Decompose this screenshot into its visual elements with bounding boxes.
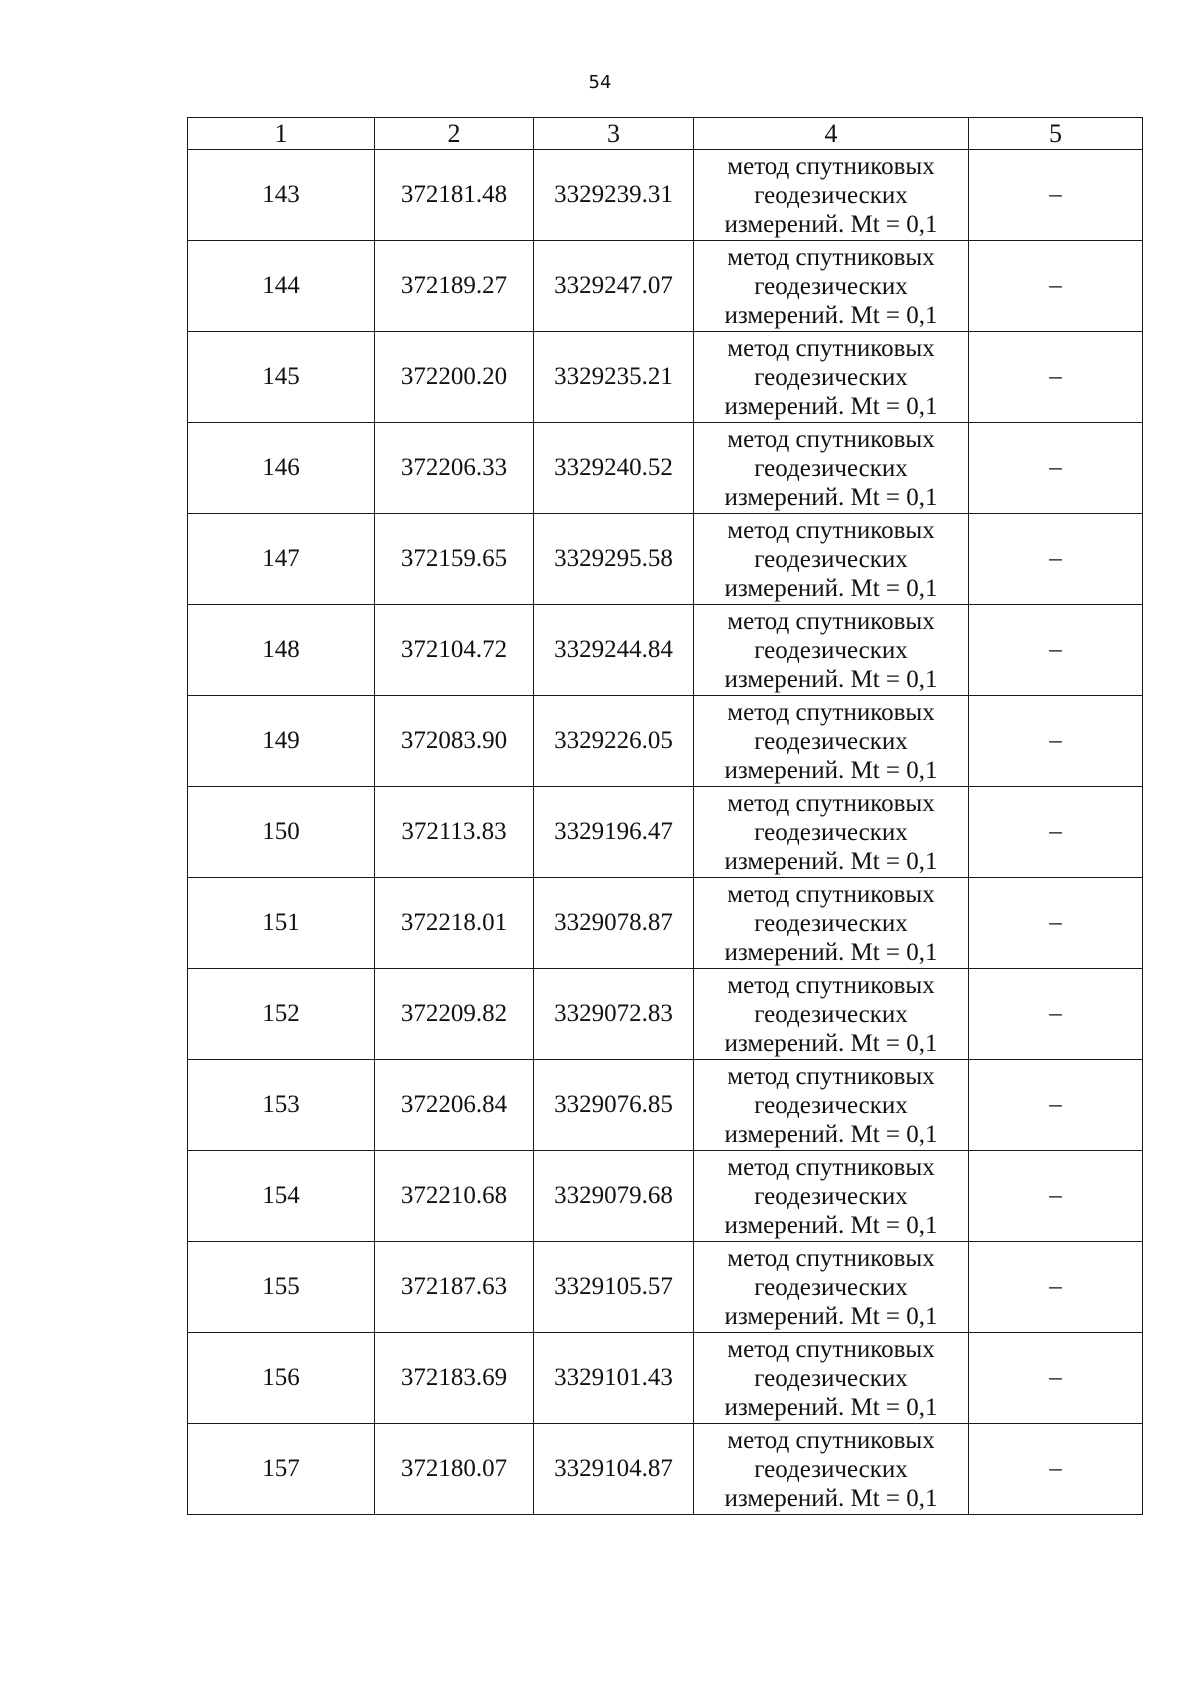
y-coordinate-cell: 3329244.84 (534, 605, 694, 696)
x-coordinate-cell: 372159.65 (375, 514, 534, 605)
table-row (188, 150, 1143, 241)
method-text-line: геодезических (754, 727, 908, 755)
note-cell: – (969, 423, 1143, 514)
point-number-cell: 147 (188, 514, 375, 605)
point-number-cell: 154 (188, 1151, 375, 1242)
y-coordinate-cell: 3329240.52 (534, 423, 694, 514)
method-text-line: геодезических (754, 363, 908, 391)
method-text-line: метод спутниковых (727, 698, 935, 726)
note-cell: – (969, 787, 1143, 878)
method-text-line: метод спутниковых (727, 516, 935, 544)
method-cell (694, 787, 969, 878)
method-text-line: измерений. Mt = 0,1 (724, 483, 938, 511)
y-coordinate-cell: 3329235.21 (534, 332, 694, 423)
point-number-cell: 149 (188, 696, 375, 787)
table-row (188, 969, 1143, 1060)
method-cell (694, 696, 969, 787)
point-number-cell: 156 (188, 1333, 375, 1424)
method-text-line: геодезических (754, 1091, 908, 1119)
x-coordinate-cell: 372206.33 (375, 423, 534, 514)
method-text-line: метод спутниковых (727, 334, 935, 362)
table-row (188, 605, 1143, 696)
page-number: 54 (588, 72, 612, 93)
method-text-line: измерений. Mt = 0,1 (724, 574, 938, 602)
method-text-line: метод спутниковых (727, 789, 935, 817)
method-text-line: геодезических (754, 181, 908, 209)
table-row (188, 423, 1143, 514)
method-text-line: геодезических (754, 454, 908, 482)
method-text-line: измерений. Mt = 0,1 (724, 1120, 938, 1148)
method-text-line: измерений. Mt = 0,1 (724, 847, 938, 875)
x-coordinate-cell: 372183.69 (375, 1333, 534, 1424)
method-text-line: геодезических (754, 272, 908, 300)
x-coordinate-cell: 372209.82 (375, 969, 534, 1060)
method-text-line: измерений. Mt = 0,1 (724, 1302, 938, 1330)
table-header-row (188, 118, 1143, 150)
method-text-line: геодезических (754, 1182, 908, 1210)
y-coordinate-cell: 3329295.58 (534, 514, 694, 605)
note-cell: – (969, 1151, 1143, 1242)
method-text-line: геодезических (754, 1000, 908, 1028)
x-coordinate-cell: 372083.90 (375, 696, 534, 787)
y-coordinate-cell: 3329079.68 (534, 1151, 694, 1242)
method-cell (694, 241, 969, 332)
method-text-line: геодезических (754, 636, 908, 664)
x-coordinate-cell: 372187.63 (375, 1242, 534, 1333)
method-text-line: метод спутниковых (727, 152, 935, 180)
y-coordinate-cell: 3329226.05 (534, 696, 694, 787)
method-cell (694, 1060, 969, 1151)
method-cell (694, 332, 969, 423)
method-text-line: измерений. Mt = 0,1 (724, 1029, 938, 1057)
method-cell (694, 1333, 969, 1424)
note-cell: – (969, 1242, 1143, 1333)
x-coordinate-cell: 372180.07 (375, 1424, 534, 1515)
method-text-line: измерений. Mt = 0,1 (724, 938, 938, 966)
y-coordinate-cell: 3329247.07 (534, 241, 694, 332)
table-row (188, 241, 1143, 332)
method-text-line: измерений. Mt = 0,1 (724, 1484, 938, 1512)
note-cell: – (969, 605, 1143, 696)
note-cell: – (969, 1060, 1143, 1151)
y-coordinate-cell: 3329196.47 (534, 787, 694, 878)
y-coordinate-cell: 3329072.83 (534, 969, 694, 1060)
column-header-note: 5 (969, 118, 1143, 150)
point-number-cell: 145 (188, 332, 375, 423)
method-cell (694, 1151, 969, 1242)
table-row (188, 1060, 1143, 1151)
method-text-line: геодезических (754, 818, 908, 846)
method-cell (694, 969, 969, 1060)
column-header-point-number: 1 (188, 118, 375, 150)
point-number-cell: 143 (188, 150, 375, 241)
note-cell: – (969, 878, 1143, 969)
table-row (188, 1424, 1143, 1515)
method-text-line: метод спутниковых (727, 1335, 935, 1363)
method-cell (694, 878, 969, 969)
note-cell: – (969, 1424, 1143, 1515)
table-row (188, 878, 1143, 969)
x-coordinate-cell: 372210.68 (375, 1151, 534, 1242)
method-text-line: метод спутниковых (727, 971, 935, 999)
column-header-y-coordinate: 3 (534, 118, 694, 150)
y-coordinate-cell: 3329105.57 (534, 1242, 694, 1333)
method-text-line: метод спутниковых (727, 880, 935, 908)
method-text-line: измерений. Mt = 0,1 (724, 392, 938, 420)
note-cell: – (969, 969, 1143, 1060)
method-text-line: геодезических (754, 1455, 908, 1483)
note-cell: – (969, 1333, 1143, 1424)
table-row (188, 1151, 1143, 1242)
method-text-line: измерений. Mt = 0,1 (724, 1393, 938, 1421)
method-cell (694, 1424, 969, 1515)
table-row (188, 787, 1143, 878)
point-number-cell: 150 (188, 787, 375, 878)
y-coordinate-cell: 3329076.85 (534, 1060, 694, 1151)
method-cell (694, 423, 969, 514)
method-text-line: метод спутниковых (727, 243, 935, 271)
x-coordinate-cell: 372104.72 (375, 605, 534, 696)
table-row (188, 514, 1143, 605)
method-cell (694, 605, 969, 696)
method-text-line: метод спутниковых (727, 607, 935, 635)
point-number-cell: 148 (188, 605, 375, 696)
coordinates-table (187, 117, 1143, 1515)
point-number-cell: 155 (188, 1242, 375, 1333)
y-coordinate-cell: 3329078.87 (534, 878, 694, 969)
method-text-line: измерений. Mt = 0,1 (724, 756, 938, 784)
table-row (188, 1333, 1143, 1424)
method-cell (694, 150, 969, 241)
method-text-line: измерений. Mt = 0,1 (724, 1211, 938, 1239)
method-text-line: измерений. Mt = 0,1 (724, 301, 938, 329)
method-text-line: геодезических (754, 1273, 908, 1301)
method-text-line: метод спутниковых (727, 425, 935, 453)
method-cell (694, 514, 969, 605)
method-text-line: метод спутниковых (727, 1426, 935, 1454)
point-number-cell: 152 (188, 969, 375, 1060)
point-number-cell: 151 (188, 878, 375, 969)
y-coordinate-cell: 3329101.43 (534, 1333, 694, 1424)
note-cell: – (969, 150, 1143, 241)
column-header-x-coordinate: 2 (375, 118, 534, 150)
note-cell: – (969, 514, 1143, 605)
point-number-cell: 157 (188, 1424, 375, 1515)
column-header-method: 4 (694, 118, 969, 150)
point-number-cell: 146 (188, 423, 375, 514)
method-cell (694, 1242, 969, 1333)
method-text-line: геодезических (754, 545, 908, 573)
method-text-line: метод спутниковых (727, 1244, 935, 1272)
method-text-line: геодезических (754, 1364, 908, 1392)
x-coordinate-cell: 372113.83 (375, 787, 534, 878)
x-coordinate-cell: 372218.01 (375, 878, 534, 969)
table-row (188, 332, 1143, 423)
method-text-line: измерений. Mt = 0,1 (724, 665, 938, 693)
point-number-cell: 144 (188, 241, 375, 332)
note-cell: – (969, 241, 1143, 332)
note-cell: – (969, 696, 1143, 787)
note-cell: – (969, 332, 1143, 423)
y-coordinate-cell: 3329239.31 (534, 150, 694, 241)
x-coordinate-cell: 372189.27 (375, 241, 534, 332)
y-coordinate-cell: 3329104.87 (534, 1424, 694, 1515)
method-text-line: геодезических (754, 909, 908, 937)
x-coordinate-cell: 372181.48 (375, 150, 534, 241)
table-row (188, 1242, 1143, 1333)
x-coordinate-cell: 372206.84 (375, 1060, 534, 1151)
table-row (188, 696, 1143, 787)
method-text-line: измерений. Mt = 0,1 (724, 210, 938, 238)
x-coordinate-cell: 372200.20 (375, 332, 534, 423)
method-text-line: метод спутниковых (727, 1062, 935, 1090)
method-text-line: метод спутниковых (727, 1153, 935, 1181)
point-number-cell: 153 (188, 1060, 375, 1151)
